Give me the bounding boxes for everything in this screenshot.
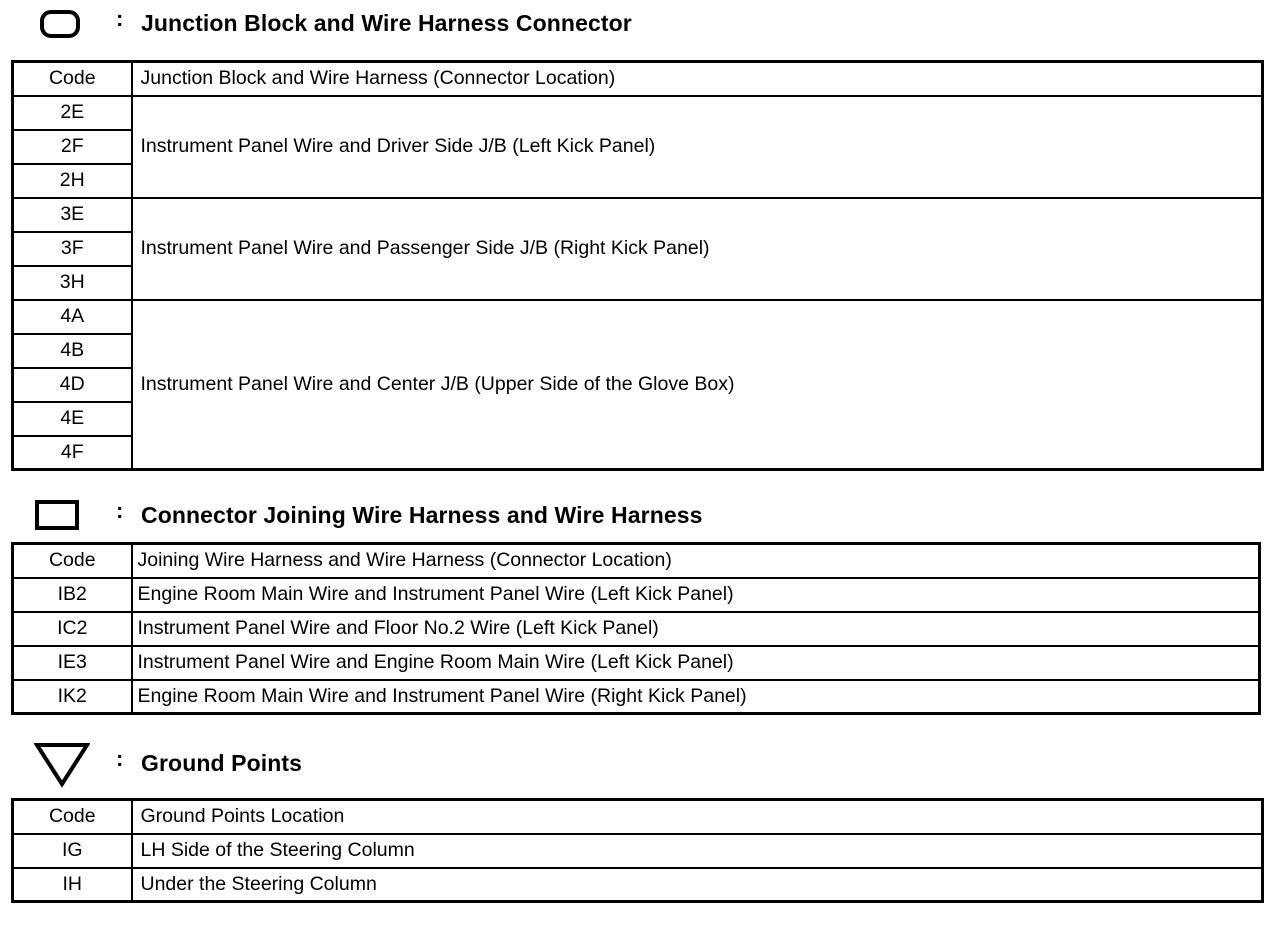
table-header-row — [13, 62, 1263, 96]
code-cell: IE3 — [13, 646, 132, 680]
code-cell: IK2 — [13, 680, 132, 714]
code-cell: 4F — [13, 436, 132, 470]
section-colon: : — [116, 498, 124, 523]
table-row — [13, 680, 1260, 714]
code-header: Code — [13, 800, 132, 834]
code-cell: 3F — [13, 232, 132, 266]
location-cell: Under the Steering Column — [132, 868, 1263, 902]
code-cell: IB2 — [13, 578, 132, 612]
location-header: Junction Block and Wire Harness (Connector Location) — [132, 62, 1263, 96]
code-cell: 4E — [13, 402, 132, 436]
code-header: Code — [13, 544, 132, 578]
code-header: Code — [13, 62, 132, 96]
rectangle-icon — [35, 500, 79, 530]
table-row — [13, 198, 1263, 232]
table-header-row — [13, 800, 1263, 834]
location-cell: Instrument Panel Wire and Center J/B (Upper Side of the Glove Box) — [132, 300, 1263, 470]
table-row — [13, 612, 1260, 646]
section-title: Connector Joining Wire Harness and Wire Harness — [141, 502, 703, 528]
code-cell: IH — [13, 868, 132, 902]
location-cell: Instrument Panel Wire and Passenger Side J/B (Right Kick Panel) — [132, 198, 1263, 300]
code-cell: 4B — [13, 334, 132, 368]
section-title: Junction Block and Wire Harness Connector — [141, 10, 632, 36]
location-cell: Instrument Panel Wire and Floor No.2 Wire (Left Kick Panel) — [132, 612, 1260, 646]
table-row — [13, 868, 1263, 902]
section-colon: : — [116, 6, 124, 31]
location-cell: Engine Room Main Wire and Instrument Panel Wire (Left Kick Panel) — [132, 578, 1260, 612]
code-cell: 3E — [13, 198, 132, 232]
code-cell: 2H — [13, 164, 132, 198]
section-colon: : — [116, 746, 124, 771]
table-row — [13, 578, 1260, 612]
code-cell: IG — [13, 834, 132, 868]
section-connector-joining-header — [0, 494, 1280, 534]
section-ground-points-header — [0, 742, 1280, 782]
down-triangle-icon — [34, 742, 90, 788]
code-cell: 2F — [13, 130, 132, 164]
code-cell: 4A — [13, 300, 132, 334]
code-cell: 4D — [13, 368, 132, 402]
section-title: Ground Points — [141, 750, 303, 776]
table-row — [13, 96, 1263, 130]
rounded-rectangle-icon — [40, 10, 80, 38]
table-header-row — [13, 544, 1260, 578]
table-row — [13, 300, 1263, 334]
junction-block-table — [11, 60, 1264, 471]
ground-points-table — [11, 798, 1264, 903]
location-header: Joining Wire Harness and Wire Harness (Connector Location) — [132, 544, 1260, 578]
table-row — [13, 834, 1263, 868]
location-cell: Engine Room Main Wire and Instrument Panel Wire (Right Kick Panel) — [132, 680, 1260, 714]
code-cell: IC2 — [13, 612, 132, 646]
section-junction-block-header — [0, 2, 1280, 42]
table-row — [13, 646, 1260, 680]
location-cell: LH Side of the Steering Column — [132, 834, 1263, 868]
location-cell: Instrument Panel Wire and Driver Side J/B (Left Kick Panel) — [132, 96, 1263, 198]
location-cell: Instrument Panel Wire and Engine Room Main Wire (Left Kick Panel) — [132, 646, 1260, 680]
connector-joining-table — [11, 542, 1261, 715]
location-header: Ground Points Location — [132, 800, 1263, 834]
code-cell: 2E — [13, 96, 132, 130]
code-cell: 3H — [13, 266, 132, 300]
